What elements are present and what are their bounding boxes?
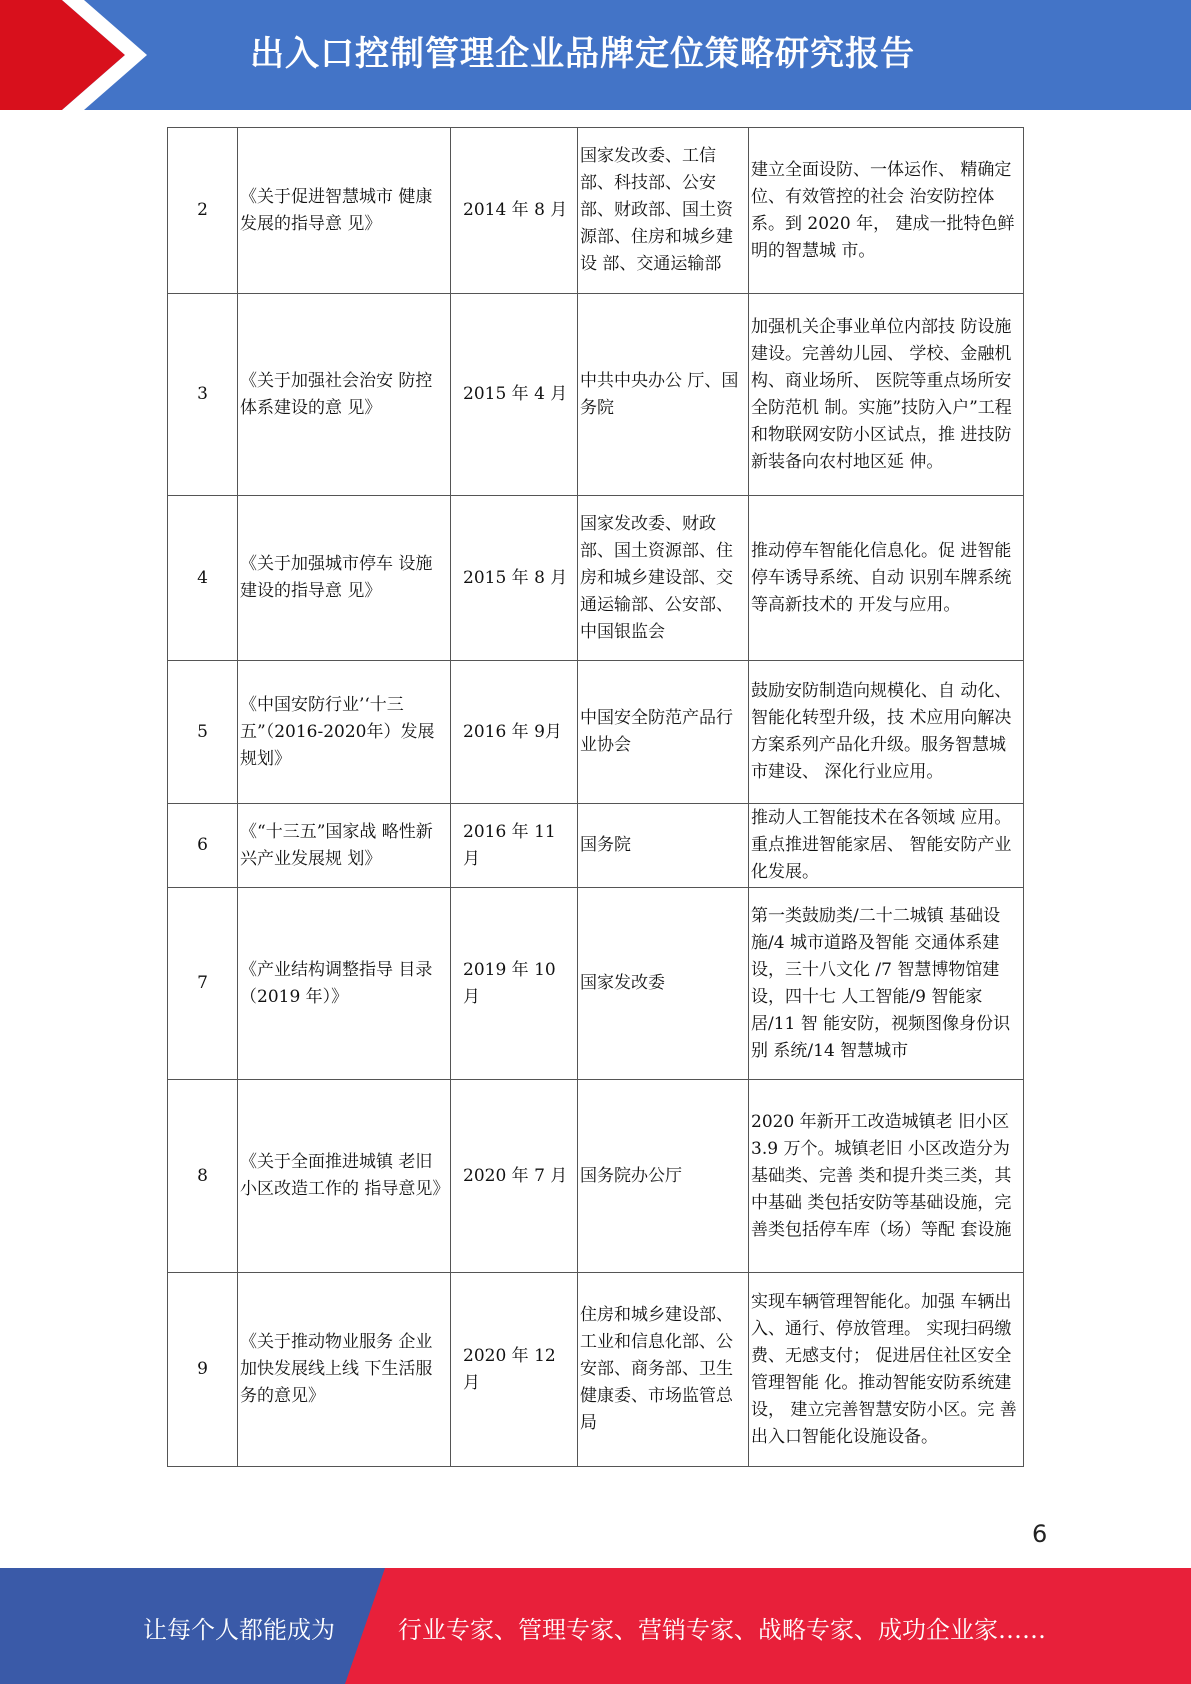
row-number: 5 <box>168 661 238 804</box>
footer-slogan-right: 行业专家、管理专家、营销专家、战略专家、成功企业家…… <box>398 1616 1046 1644</box>
issuing-body: 中共中央办公 厅、国务院 <box>578 294 749 496</box>
issuing-body: 国务院 <box>578 804 749 888</box>
table-row <box>168 1273 1024 1467</box>
page-header <box>0 0 1191 110</box>
table-row <box>168 496 1024 661</box>
policy-content: 实现车辆管理智能化。加强 车辆出入、通行、停放管理。 实现扫码缴费、无感支付； 促进居住社区安全管理智能 化。推动智能安防系统建设， 建立完善智慧安防小区。完 善出入口智能化设施设备。 <box>749 1273 1024 1467</box>
issue-date: 2016 年 11 月 <box>451 804 578 888</box>
policy-content: 加强机关企事业单位内部技 防设施建设。完善幼儿园、 学校、金融机构、商业场所、 医院等重点场所安全防范机 制。实施”技防入户”工程 和物联网安防小区试点，推 进技防新装备向农村地区延 伸。 <box>749 294 1024 496</box>
issuing-body: 国家发改委、工信部、科技部、公安部、财政部、国土资源部、住房和城乡建设 部、交通运输部 <box>578 128 749 294</box>
row-number: 9 <box>168 1273 238 1467</box>
page-number: 6 <box>1032 1520 1048 1548</box>
table-row <box>168 888 1024 1080</box>
red-chevron-logo <box>0 0 160 110</box>
policy-name: 《关于推动物业服务 企业加快发展线上线 下生活服务的意见》 <box>238 1273 451 1467</box>
page-footer <box>0 1568 1191 1684</box>
row-number: 6 <box>168 804 238 888</box>
policy-name: 《“十三五”国家战 略性新兴产业发展规 划》 <box>238 804 451 888</box>
policy-content: 鼓励安防制造向规模化、自 动化、智能化转型升级，技 术应用向解决方案系列产品化升级。服务智慧城市建设、 深化行业应用。 <box>749 661 1024 804</box>
policy-name: 《关于加强社会治安 防控体系建设的意 见》 <box>238 294 451 496</box>
issue-date: 2015 年 8 月 <box>451 496 578 661</box>
row-number: 4 <box>168 496 238 661</box>
row-number: 2 <box>168 128 238 294</box>
policy-name: 《关于全面推进城镇 老旧小区改造工作的 指导意见》 <box>238 1080 451 1273</box>
issue-date: 2020 年 7 月 <box>451 1080 578 1273</box>
issue-date: 2016 年 9月 <box>451 661 578 804</box>
issue-date: 2015 年 4 月 <box>451 294 578 496</box>
policy-name: 《产业结构调整指导 目录（2019 年）》 <box>238 888 451 1080</box>
policy-content: 建立全面设防、一体运作、 精确定位、有效管控的社会 治安防控体系。到 2020 年， 建成一批特色鲜明的智慧城 市。 <box>749 128 1024 294</box>
table-row <box>168 128 1024 294</box>
footer-slogan-left: 让每个人都能成为 <box>143 1616 335 1644</box>
row-number: 8 <box>168 1080 238 1273</box>
policy-name: 《关于加强城市停车 设施建设的指导意 见》 <box>238 496 451 661</box>
issue-date: 2020 年 12 月 <box>451 1273 578 1467</box>
policy-table <box>167 127 1024 1467</box>
issue-date: 2014 年 8 月 <box>451 128 578 294</box>
row-number: 7 <box>168 888 238 1080</box>
table-row <box>168 804 1024 888</box>
policy-content: 2020 年新开工改造城镇老 旧小区 3.9 万个。城镇老旧 小区改造分为基础类、完善 类和提升类三类，其中基础 类包括安防等基础设施，完 善类包括停车库（场）等配 套设施 <box>749 1080 1024 1273</box>
issuing-body: 中国安全防范产品行业协会 <box>578 661 749 804</box>
table-row <box>168 661 1024 804</box>
policy-name: 《关于促进智慧城市 健康发展的指导意 见》 <box>238 128 451 294</box>
report-title: 出入口控制管理企业品牌定位策略研究报告 <box>250 34 915 74</box>
table-row <box>168 1080 1024 1273</box>
issuing-body: 住房和城乡建设部、工业和信息化部、公安部、商务部、卫生健康委、市场监管总局 <box>578 1273 749 1467</box>
issuing-body: 国家发改委、财政部、国土资源部、住房和城乡建设部、交通运输部、公安部、中国银监会 <box>578 496 749 661</box>
table-row <box>168 294 1024 496</box>
policy-content: 推动人工智能技术在各领域 应用。重点推进智能家居、 智能安防产业化发展。 <box>749 804 1024 888</box>
policy-content: 第一类鼓励类/二十二城镇 基础设施/4 城市道路及智能 交通体系建设，三十八文化 /7 智慧博物馆建设，四十七 人工智能/9 智能家居/11 智 能安防，视频图像身份识别 系统/14 智慧城市 <box>749 888 1024 1080</box>
row-number: 3 <box>168 294 238 496</box>
issue-date: 2019 年 10 月 <box>451 888 578 1080</box>
issuing-body: 国务院办公厅 <box>578 1080 749 1273</box>
policy-name: 《中国安防行业’‘十三五”（2016-2020年）发展规划》 <box>238 661 451 804</box>
issuing-body: 国家发改委 <box>578 888 749 1080</box>
policy-content: 推动停车智能化信息化。促 进智能停车诱导系统、自动 识别车牌系统等高新技术的 开发与应用。 <box>749 496 1024 661</box>
